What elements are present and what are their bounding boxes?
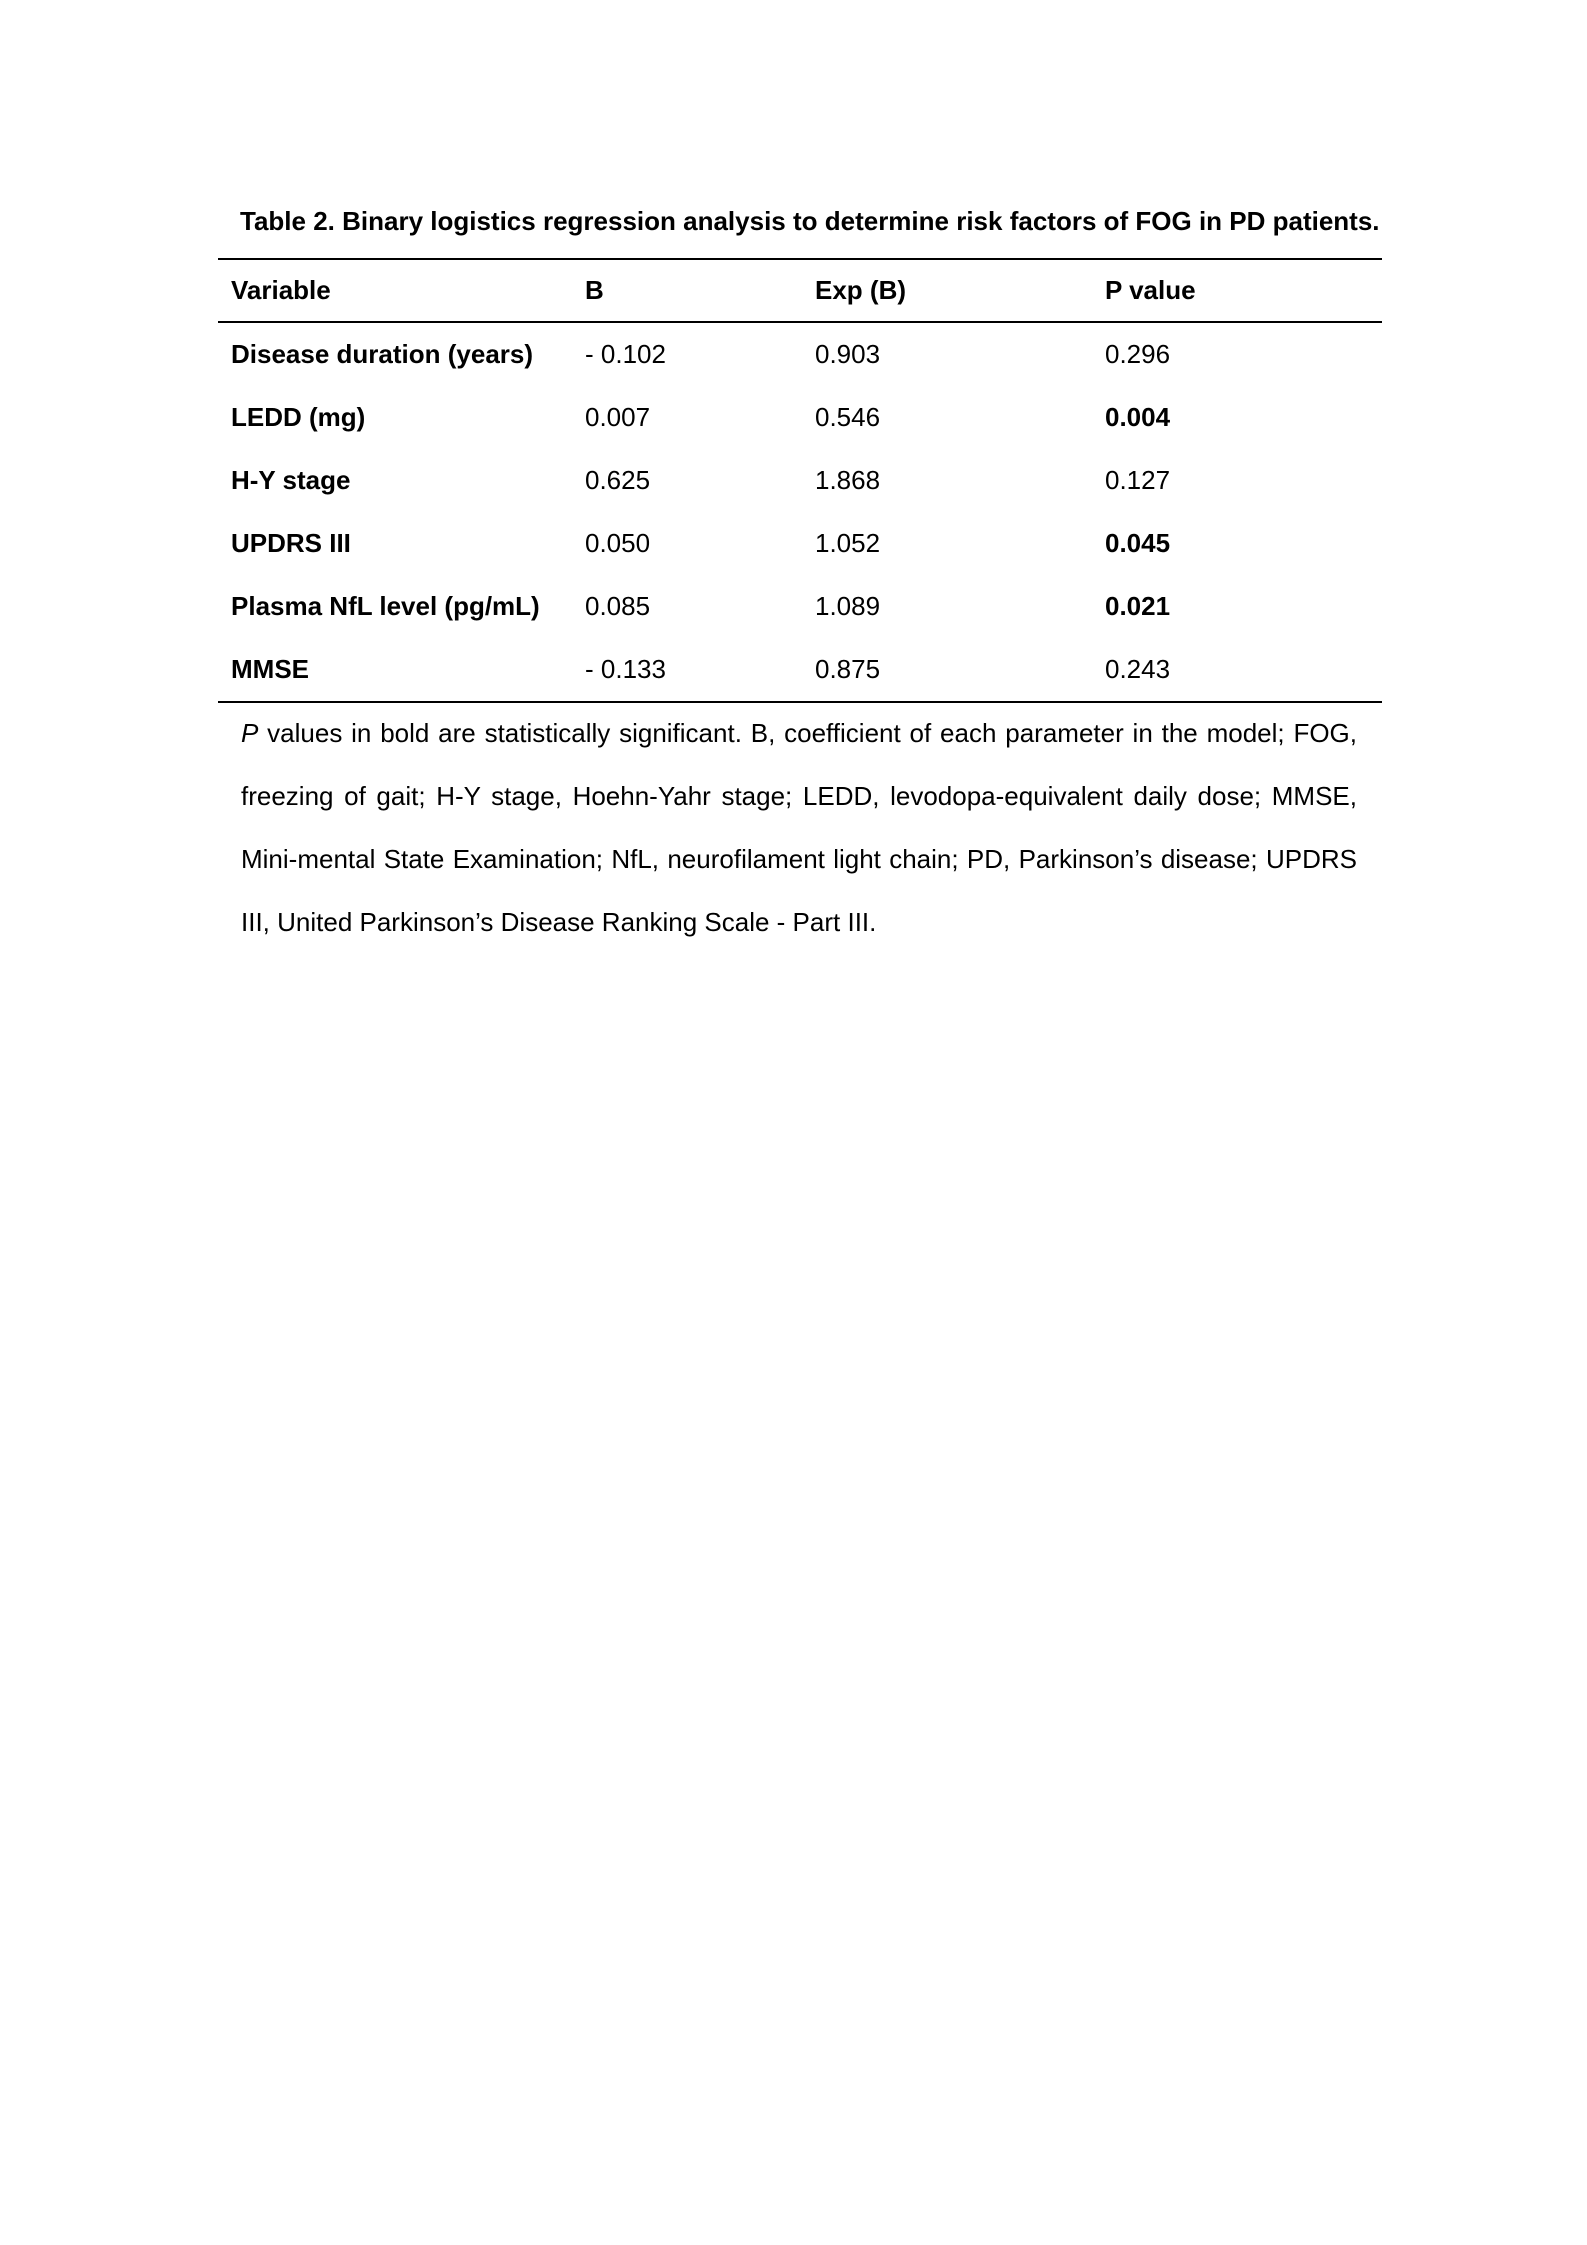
regression-table (218, 258, 1382, 703)
cell-p-value: 0.004 (1105, 402, 1171, 432)
cell-b: 0.625 (585, 465, 651, 495)
cell-variable: MMSE (231, 654, 309, 684)
table-row (218, 322, 1382, 386)
cell-p-value: 0.243 (1105, 654, 1171, 684)
cell-b: - 0.102 (585, 339, 666, 369)
cell-b: 0.007 (585, 402, 651, 432)
cell-exp-b: 0.903 (815, 339, 881, 369)
table-row (218, 575, 1382, 638)
table-header-row (218, 259, 1382, 322)
footnote-text: values in bold are statistically significant. B, coefficient of each parameter in the model; FOG, freezing of gait; H-Y stage, Hoehn-Yahr stage; LEDD, levodopa-equivalent daily dose; MMSE, Mini-mental State Examination; NfL, neurofilament light chain; PD, Parkinson’s disease; UPDRS III, United Parkinson’s Disease Ranking Scale - Part III. (241, 718, 1357, 937)
cell-variable: Plasma NfL level (pg/mL) (231, 591, 540, 621)
cell-p-value: 0.127 (1105, 465, 1171, 495)
cell-exp-b: 0.875 (815, 654, 881, 684)
cell-b: 0.085 (585, 591, 651, 621)
footnote-italic-p: P (241, 718, 259, 748)
cell-p-value: 0.021 (1105, 591, 1171, 621)
cell-exp-b: 1.868 (815, 465, 881, 495)
header-b: B (585, 275, 604, 305)
cell-variable: UPDRS III (231, 528, 351, 558)
cell-p-value: 0.296 (1105, 339, 1171, 369)
table-row (218, 638, 1382, 702)
cell-b: 0.050 (585, 528, 651, 558)
table-title: Table 2. Binary logistics regression analysis to determine risk factors of FOG in PD patients. (240, 206, 1380, 236)
header-p-value: P value (1105, 275, 1196, 305)
cell-variable: Disease duration (years) (231, 339, 534, 369)
cell-exp-b: 1.052 (815, 528, 881, 558)
cell-b: - 0.133 (585, 654, 666, 684)
cell-variable: H-Y stage (231, 465, 351, 495)
table-row (218, 449, 1382, 512)
header-variable: Variable (231, 275, 331, 305)
table-row (218, 512, 1382, 575)
cell-variable: LEDD (mg) (231, 402, 366, 432)
table-footnote (241, 702, 1357, 954)
table-body (218, 322, 1382, 702)
cell-exp-b: 1.089 (815, 591, 881, 621)
cell-p-value: 0.045 (1105, 528, 1171, 558)
table-row (218, 386, 1382, 449)
cell-exp-b: 0.546 (815, 402, 881, 432)
header-exp-b: Exp (B) (815, 275, 906, 305)
